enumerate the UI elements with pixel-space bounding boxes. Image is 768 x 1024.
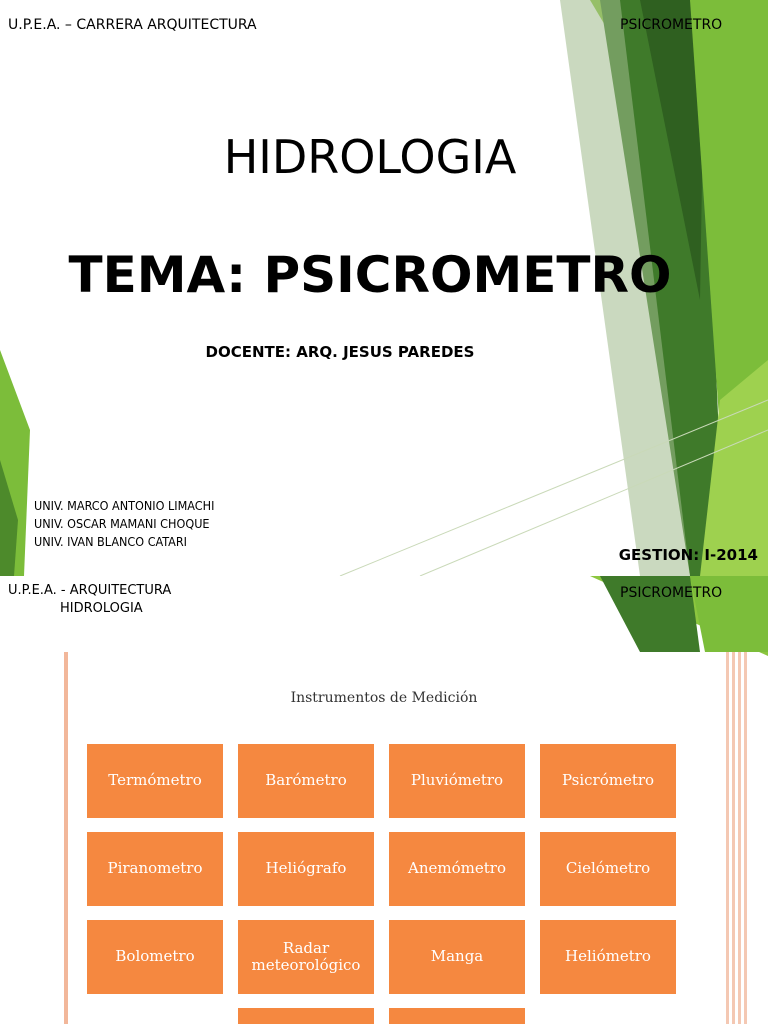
instruments-slide — [0, 576, 768, 1024]
gestion-label: GESTION: I-2014 — [618, 546, 758, 564]
instrument-box: Heliómetro — [540, 920, 676, 994]
header-left: U.P.E.A. - ARQUITECTURA — [8, 583, 172, 598]
instrument-box-partial — [238, 1008, 374, 1024]
instrument-box: Bolometro — [87, 920, 223, 994]
header-left-sub: HIDROLOGIA — [60, 601, 143, 616]
author-line: UNIV. OSCAR MAMANI CHOQUE — [34, 516, 210, 531]
instrument-box: Pluviómetro — [389, 744, 525, 818]
instrument-box: Anemómetro — [389, 832, 525, 906]
header-right: PSICROMETRO — [620, 17, 723, 33]
instrument-box: Radar meteorológico — [238, 920, 374, 994]
instrument-box: Termómetro — [87, 744, 223, 818]
instrument-box-partial — [389, 1008, 525, 1024]
instrument-box: Psicrómetro — [540, 744, 676, 818]
instrument-box: Heliógrafo — [238, 832, 374, 906]
page-title: HIDROLOGIA — [223, 130, 517, 184]
author-line: UNIV. MARCO ANTONIO LIMACHI — [34, 498, 215, 513]
diagram-title: Instrumentos de Medición — [290, 690, 478, 706]
docente-label: DOCENTE: ARQ. JESUS PAREDES — [205, 343, 475, 361]
header-right: PSICROMETRO — [620, 585, 723, 601]
header-left: U.P.E.A. – CARRERA ARQUITECTURA — [8, 17, 257, 33]
frame-stripe — [726, 652, 748, 1024]
instrument-box: Manga — [389, 920, 525, 994]
author-line: UNIV. IVAN BLANCO CATARI — [34, 534, 187, 549]
page-subtitle: TEMA: PSICROMETRO — [68, 246, 672, 304]
instrument-box: Barómetro — [238, 744, 374, 818]
instrument-box: Piranometro — [87, 832, 223, 906]
instrument-box: Cielómetro — [540, 832, 676, 906]
